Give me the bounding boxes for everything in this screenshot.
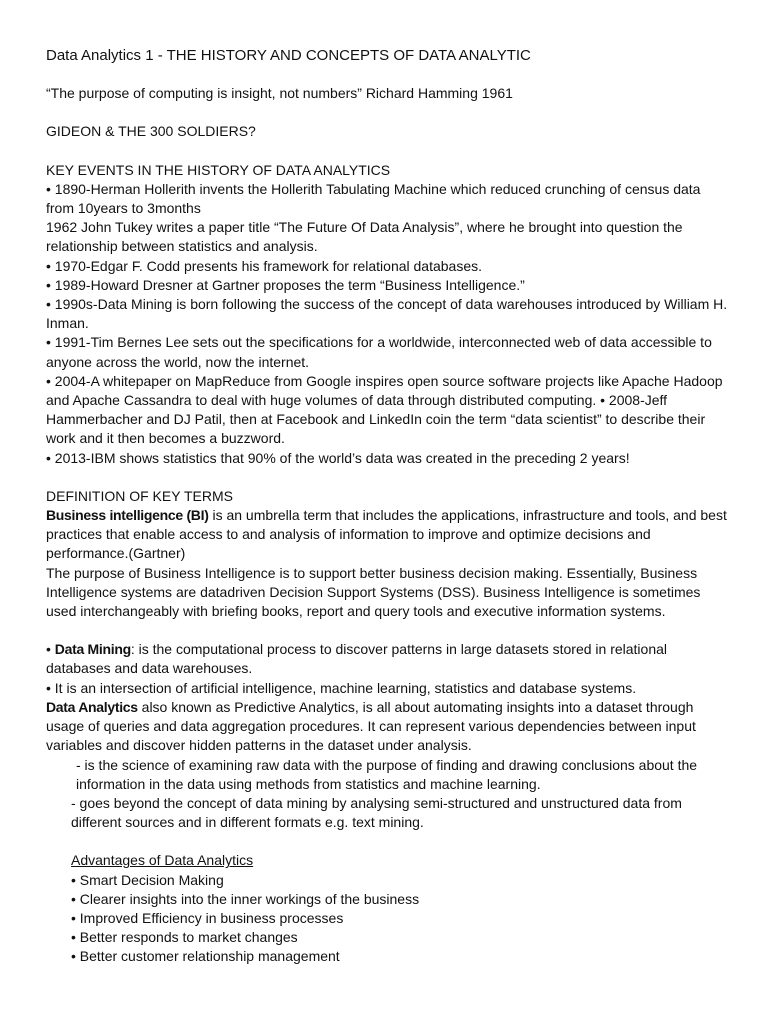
event-item-1991: • 1991-Tim Bernes Lee sets out the specifications for a worldwide, interconnected web of data accessible to anyone across the world, now the internet. <box>46 334 712 370</box>
advantage-item: • Smart Decision Making <box>71 871 224 888</box>
dm-term: Data Mining <box>54 641 131 658</box>
document-title: Data Analytics 1 - THE HISTORY AND CONCEPTS OF DATA ANALYTIC <box>46 47 531 64</box>
definitions-heading: DEFINITION OF KEY TERMS <box>46 487 233 504</box>
advantage-item: • Clearer insights into the inner workings of the business <box>71 890 420 907</box>
advantages-heading: Advantages of Data Analytics <box>71 852 254 869</box>
event-item-2004: • 2004-A whitepaper on MapReduce from Google inspires open source software projects like Apache Hadoop and Apache Cassandra to deal with huge volumes of data through distributed computing. • 2008-Jeff Hammerbacher and DJ Patil, then at Facebook and LinkedIn coin the term “data scientist” to describe their work and it then becomes a buzzword. <box>46 372 723 447</box>
event-item-2013: • 2013-IBM shows statistics that 90% of the world’s data was created in the preceding 2 years! <box>46 449 630 466</box>
dm-definition-text: : is the computational process to discover patterns in large datasets stored in relational databases and data warehouses. <box>46 641 668 677</box>
hamming-quote: “The purpose of computing is insight, not numbers” Richard Hamming 1961 <box>46 85 513 102</box>
advantage-item: • Better responds to market changes <box>71 929 298 946</box>
da-term: Data Analytics <box>46 698 138 715</box>
dm-definition <box>46 640 730 678</box>
bi-definition <box>46 506 730 564</box>
document-page <box>46 46 730 967</box>
bi-purpose: The purpose of Business Intelligence is to support better business decision making. Essentially, Business Intelligence systems are datadriven Decision Support Systems (DSS). Business Intelligence is sometimes used interchangeably with briefing books, report and query tools and executive information systems. <box>46 564 701 620</box>
event-item-1890: • 1890-Herman Hollerith invents the Hollerith Tabulating Machine which reduced crunching of census data from 10years to 3months <box>46 180 701 217</box>
gideon-line: GIDEON & THE 300 SOLDIERS? <box>46 123 256 140</box>
event-item-1962: 1962 John Tukey writes a paper title “The Future Of Data Analysis”, where he brought into question the relationship between statistics and analysis. <box>46 219 683 255</box>
da-science: - is the science of examining raw data with the purpose of finding and drawing conclusions about the information in the data using methods from statistics and machine learning. <box>76 756 698 792</box>
bi-term: Business intelligence (BI) <box>46 507 209 524</box>
advantage-item: • Better customer relationship management <box>71 948 340 965</box>
da-definition-text: also known as Predictive Analytics, is all about automating insights into a dataset through usage of queries and data aggregation procedures. It can represent various dependencies between input variables and discover hidden patterns in the dataset under analysis. <box>46 698 696 754</box>
events-heading: KEY EVENTS IN THE HISTORY OF DATA ANALYTICS <box>46 161 391 178</box>
bi-definition-text: is an umbrella term that includes the applications, infrastructure and tools, and best practices that enable access to and analysis of information to improve and optimize decisions and performance.(Gartner) <box>46 507 727 562</box>
advantage-item: • Improved Efficiency in business processes <box>71 909 344 926</box>
event-item-1970: • 1970-Edgar F. Codd presents his framework for relational databases. <box>46 257 483 274</box>
dm-intersection: • It is an intersection of artificial intelligence, machine learning, statistics and database systems. <box>46 679 637 696</box>
event-item-1990s: • 1990s-Data Mining is born following the success of the concept of data warehouses introduced by William H. Inman. <box>46 296 728 332</box>
da-definition <box>46 698 730 756</box>
dm-bullet: • <box>46 641 55 658</box>
event-item-1989: • 1989-Howard Dresner at Gartner proposes the term “Business Intelligence.” <box>46 276 525 293</box>
da-beyond: - goes beyond the concept of data mining by analysing semi-structured and unstructured data from different sources and in different formats e.g. text mining. <box>71 794 682 831</box>
